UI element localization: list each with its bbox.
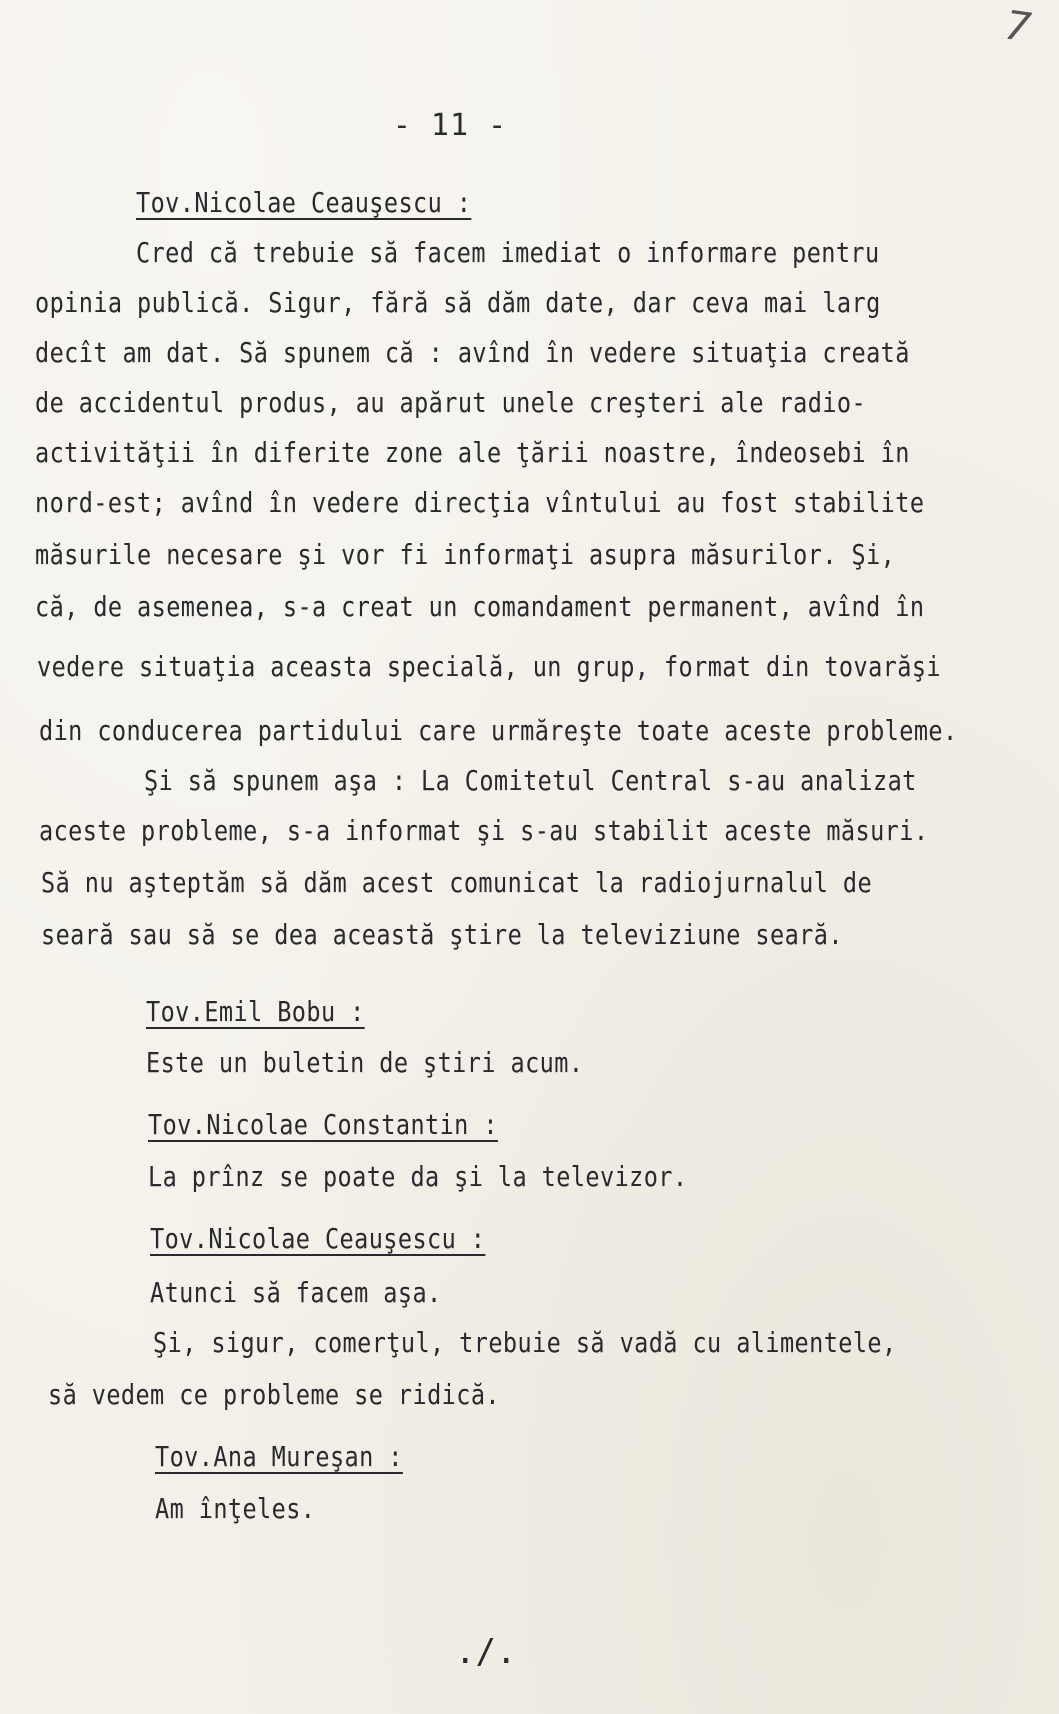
text-line: din conducerea partidului care urmăreşte toate aceste probleme. <box>39 714 958 747</box>
text-line: Este un buletin de ştiri acum. <box>146 1046 584 1079</box>
text-line: nord-est; avînd în vedere direcţia vîntului au fost stabilite <box>35 486 925 519</box>
text-line: activităţii în diferite zone ale ţării noastre, îndeosebi în <box>35 436 910 469</box>
text-line: La prînz se poate da şi la televizor. <box>148 1160 688 1193</box>
text-line: că, de asemenea, s-a creat un comandament permanent, avînd în <box>35 590 925 623</box>
end-mark: ./. <box>455 1632 517 1672</box>
archive-page-mark: 7 <box>1001 2 1034 52</box>
speaker-label: Tov.Nicolae Ceauşescu : <box>150 1222 486 1255</box>
text-line: să vedem ce probleme se ridică. <box>48 1378 500 1411</box>
text-line: Atunci să facem aşa. <box>150 1276 442 1309</box>
speaker-label: Tov.Nicolae Constantin : <box>148 1108 498 1141</box>
text-line: Şi să spunem aşa : La Comitetul Central s-au analizat <box>144 764 917 797</box>
text-line: măsurile necesare şi vor fi informaţi asupra măsurilor. Şi, <box>35 538 896 571</box>
text-line: aceste probleme, s-a informat şi s-au stabilit aceste măsuri. <box>39 814 929 847</box>
text-line: Şi, sigur, comerţul, trebuie să vadă cu alimentele, <box>153 1326 897 1359</box>
text-line: decît am dat. Să spunem că : avînd în vedere situaţia creată <box>35 336 910 369</box>
speaker-label: Tov.Nicolae Ceauşescu : <box>136 186 472 219</box>
page-number: - 11 - <box>392 108 508 143</box>
text-line: Cred că trebuie să facem imediat o informare pentru <box>136 236 880 269</box>
text-line: Am înţeles. <box>155 1492 316 1525</box>
text-line: de accidentul produs, au apărut unele creşteri ale radio- <box>35 386 867 419</box>
text-line: Să nu aşteptăm să dăm acest comunicat la radiojurnalul de <box>41 866 873 899</box>
text-line: seară sau să se dea această ştire la televiziune seară. <box>41 918 843 951</box>
text-line: opinia publică. Sigur, fără să dăm date, dar ceva mai larg <box>35 286 881 319</box>
text-line: vedere situaţia aceasta specială, un grup, format din tovarăşi <box>37 650 941 683</box>
speaker-label: Tov.Ana Mureşan : <box>155 1440 403 1473</box>
speaker-label: Tov.Emil Bobu : <box>146 995 365 1028</box>
